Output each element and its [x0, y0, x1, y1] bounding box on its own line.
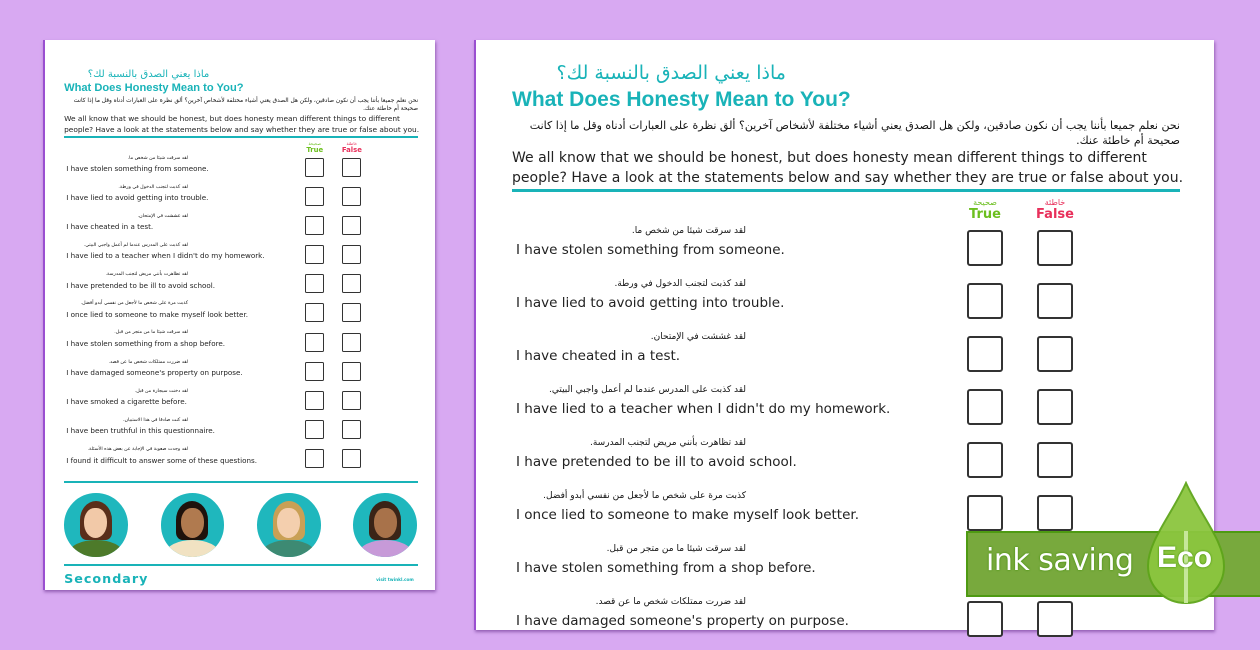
true-checkbox[interactable]	[967, 442, 1003, 478]
true-header-label: True	[969, 207, 1001, 222]
statement-text: I have stolen something from a shop before.	[66, 338, 226, 348]
footer-divider	[64, 481, 418, 483]
statement-text: I have damaged someone's property on purpose.	[66, 368, 243, 378]
statement-text: I have damaged someone's property on purpose.	[516, 613, 849, 629]
arabic-title: ماذا يعني الصدق بالنسبة لك؟	[556, 62, 786, 84]
ink-saving-text: ink saving	[986, 543, 1134, 578]
worksheet-title: What Does Honesty Mean to You?	[64, 82, 244, 95]
statement-text: I have stolen something from someone.	[66, 164, 209, 173]
statement-arabic: كذبت مرة على شخص ما لأجعل من نفسي أبدو أفضل.	[80, 301, 189, 307]
statement-row	[45, 389, 435, 418]
true-header-arabic: صحيحة	[308, 140, 322, 146]
statement-arabic: لقد ضررت ممتلكات شخص ما عن قصد.	[595, 597, 746, 607]
statement-text: I have smoked a cigarette before.	[66, 397, 187, 407]
statement-arabic: لقد دخنت سيجارة من قبل.	[134, 388, 189, 394]
statement-arabic: لقد كنت صادقا في هذا الاستبيان.	[122, 417, 189, 423]
statement-arabic: لقد سرقت شيئا ما من متجر من قبل.	[114, 330, 189, 336]
level-label: Secondary	[64, 570, 149, 586]
false-checkbox[interactable]	[342, 187, 361, 206]
statement-arabic: لقد تظاهرت بأنني مريض لتجنب المدرسة.	[590, 438, 746, 448]
statement-arabic: لقد غششت في الإمتحان.	[137, 213, 189, 219]
false-header-arabic: خاطئة	[346, 140, 358, 146]
false-header	[1025, 198, 1085, 222]
twinkl-logo: visit twinkl.com	[376, 576, 414, 582]
character-avatar	[64, 493, 128, 557]
false-checkbox[interactable]	[342, 391, 361, 410]
statement-text: I have lied to a teacher when I didn't do my homework.	[516, 401, 891, 417]
statement-row	[45, 301, 435, 330]
true-checkbox[interactable]	[967, 283, 1003, 319]
false-checkbox[interactable]	[342, 245, 361, 264]
character-avatar	[257, 493, 321, 557]
statement-arabic: لقد كذبت لتجنب الدخول في ورطة.	[614, 279, 746, 289]
true-header-arabic: صحيحة	[973, 198, 997, 207]
false-checkbox[interactable]	[1037, 336, 1073, 372]
true-checkbox[interactable]	[305, 362, 324, 381]
worksheet-title: What Does Honesty Mean to You?	[512, 88, 851, 111]
statement-text: I have stolen something from someone.	[516, 242, 785, 258]
statement-row	[476, 332, 1214, 385]
statement-arabic: لقد تظاهرت بأنني مريض لتجنب المدرسة.	[105, 272, 189, 278]
false-checkbox[interactable]	[1037, 389, 1073, 425]
true-checkbox[interactable]	[305, 158, 324, 177]
intro-text: We all know that we should be honest, but does honesty mean different things to different people? Have a look at the statements below and say whether they are true or false about you.	[64, 114, 420, 134]
character-avatar	[353, 493, 417, 557]
statement-row	[476, 226, 1214, 279]
statement-arabic: لقد وجدت صعوبة في الإجابة عن بعض هذه الأسئلة.	[87, 447, 189, 453]
true-checkbox[interactable]	[305, 333, 324, 352]
true-checkbox[interactable]	[305, 303, 324, 322]
statement-text: I have cheated in a test.	[66, 222, 154, 232]
false-checkbox[interactable]	[342, 420, 361, 439]
false-header-arabic: خاطئة	[1044, 198, 1066, 207]
true-header	[299, 141, 331, 154]
statement-text: I have pretended to be ill to avoid school.	[516, 454, 797, 470]
false-checkbox[interactable]	[1037, 283, 1073, 319]
statement-arabic: لقد كذبت على المدرس عندما لم أعمل واجبي البيتي.	[83, 242, 189, 248]
arabic-intro: نحن نعلم جميعا بأننا يجب أن نكون صادقين، ولكن هل الصدق يعني أشياء مختلفة لأشخاص آخرين؟ ألق نظرة على العبارات أدناه وقل ما إذا كانت صحيحة أم خاطئة عنك.	[73, 98, 419, 113]
statement-row	[45, 243, 435, 272]
false-header-label: False	[1036, 207, 1074, 222]
true-checkbox[interactable]	[967, 601, 1003, 637]
statement-arabic: لقد كذبت لتجنب الدخول في ورطة.	[118, 184, 189, 190]
statement-row	[45, 360, 435, 389]
false-header-label: False	[341, 145, 362, 154]
statement-text: I once lied to someone to make myself look better.	[516, 507, 860, 523]
false-checkbox[interactable]	[342, 216, 361, 235]
character-avatar	[161, 493, 225, 557]
statement-row	[45, 272, 435, 301]
true-checkbox[interactable]	[305, 274, 324, 293]
statement-row	[45, 185, 435, 214]
statement-arabic: لقد ضررت ممتلكات شخص ما عن قصد.	[108, 359, 189, 365]
statement-arabic: لقد سرقت شيئا ما من متجر من قبل.	[606, 544, 746, 554]
statement-row	[476, 279, 1214, 332]
false-checkbox[interactable]	[1037, 601, 1073, 637]
true-checkbox[interactable]	[305, 216, 324, 235]
eco-label: Eco	[1157, 541, 1213, 574]
true-header-label: True	[306, 145, 324, 154]
worksheet-page	[45, 40, 435, 590]
statement-text: I have lied to avoid getting into trouble.	[516, 295, 785, 311]
statement-row	[45, 447, 435, 476]
false-header	[336, 141, 368, 154]
true-header	[955, 198, 1015, 222]
statement-arabic: كذبت مرة على شخص ما لأجعل من نفسي أبدو أفضل.	[543, 491, 746, 501]
true-checkbox[interactable]	[967, 336, 1003, 372]
false-checkbox[interactable]	[1037, 230, 1073, 266]
statement-row	[45, 156, 435, 185]
arabic-intro: نحن نعلم جميعا بأننا يجب أن نكون صادقين، ولكن هل الصدق يعني أشياء مختلفة لأشخاص آخرين؟ ألق نظرة على العبارات أدناه وقل ما إذا كانت صحيحة أم خاطئة عنك.	[529, 119, 1180, 147]
statement-row	[45, 214, 435, 243]
false-checkbox[interactable]	[342, 333, 361, 352]
statement-text: I found it difficult to answer some of these questions.	[66, 455, 257, 465]
true-checkbox[interactable]	[305, 449, 324, 468]
true-checkbox[interactable]	[967, 230, 1003, 266]
statement-text: I have stolen something from a shop before.	[516, 560, 816, 576]
statement-row	[45, 418, 435, 447]
statement-row	[476, 438, 1214, 491]
true-checkbox[interactable]	[305, 420, 324, 439]
statement-text: I have lied to avoid getting into trouble.	[66, 193, 209, 203]
false-checkbox[interactable]	[342, 449, 361, 468]
statement-arabic: لقد سرقت شيئا من شخص ما.	[127, 155, 189, 161]
statement-text: I have pretended to be ill to avoid school.	[66, 280, 216, 290]
intro-text: We all know that we should be honest, but does honesty mean different things to different people? Have a look at the statements below and say whether they are true or false about you.	[512, 150, 1184, 186]
true-checkbox[interactable]	[305, 187, 324, 206]
divider	[512, 189, 1180, 192]
statement-text: I have lied to a teacher when I didn't do my homework.	[66, 251, 265, 261]
false-checkbox[interactable]	[342, 362, 361, 381]
divider	[64, 136, 418, 138]
false-checkbox[interactable]	[342, 158, 361, 177]
statement-arabic: لقد غششت في الإمتحان.	[650, 332, 746, 342]
statement-row	[476, 385, 1214, 438]
false-checkbox[interactable]	[342, 274, 361, 293]
statement-arabic: لقد كذبت على المدرس عندما لم أعمل واجبي البيتي.	[549, 385, 746, 395]
arabic-title: ماذا يعني الصدق بالنسبة لك؟	[87, 68, 210, 80]
statement-text: I have been truthful in this questionnaire.	[66, 426, 215, 436]
statement-row	[476, 597, 1214, 650]
statement-text: I once lied to someone to make myself look better.	[66, 309, 249, 319]
false-checkbox[interactable]	[1037, 495, 1073, 531]
true-checkbox[interactable]	[967, 495, 1003, 531]
true-checkbox[interactable]	[305, 391, 324, 410]
worksheet-thumbnail[interactable]	[43, 40, 435, 590]
statement-row	[45, 330, 435, 359]
true-checkbox[interactable]	[305, 245, 324, 264]
statement-arabic: لقد سرقت شيئا من شخص ما.	[631, 226, 746, 236]
false-checkbox[interactable]	[342, 303, 361, 322]
statement-text: I have cheated in a test.	[516, 348, 681, 364]
true-checkbox[interactable]	[967, 389, 1003, 425]
false-checkbox[interactable]	[1037, 442, 1073, 478]
footer-divider	[64, 564, 418, 566]
